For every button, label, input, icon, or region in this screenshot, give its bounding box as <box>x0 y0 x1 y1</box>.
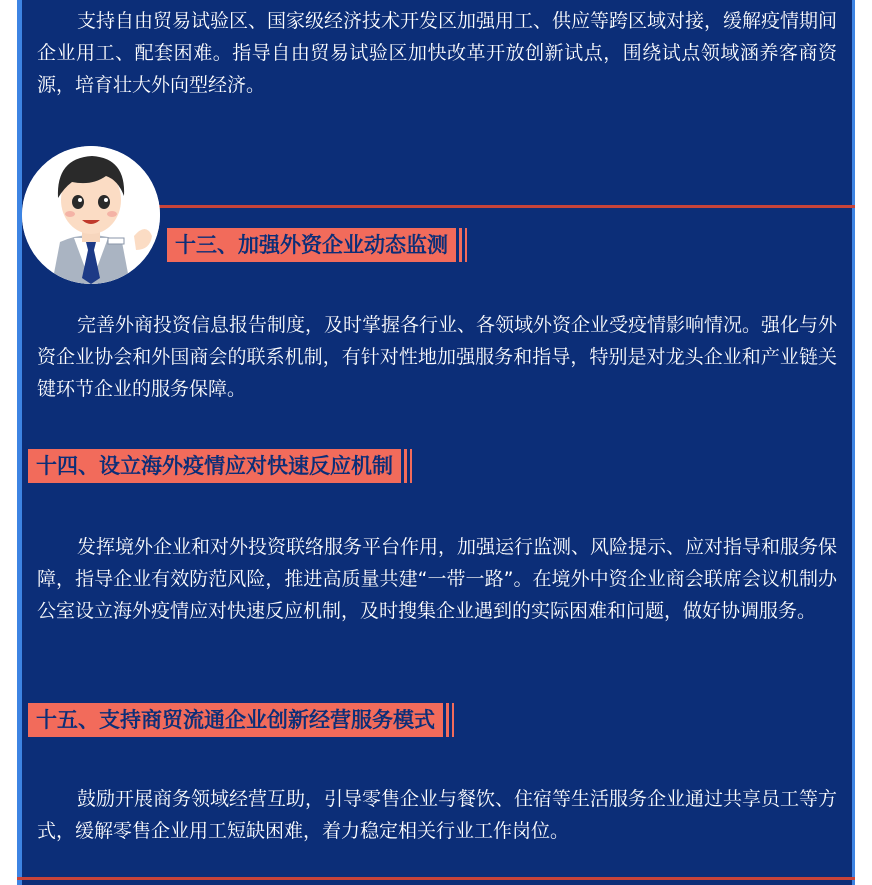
bottom-divider <box>17 877 855 880</box>
panel-right-border <box>852 0 855 885</box>
paragraph-14: 发挥境外企业和对外投资联络服务平台作用，加强运行监测、风险提示、应对指导和服务保障，指导企业有效防范风险，推进高质量共建“一带一路”。在境外中资企业商会联席会议机制办公室设立海外疫情应对快速反应机制，及时搜集企业遇到的实际困难和问题，做好协调服务。 <box>37 536 838 622</box>
paragraph-15: 鼓励开展商务领域经营互助，引导零售企业与餐饮、住宿等生活服务企业通过共享员工等方式，缓解零售企业用工短缺困难，着力稳定相关行业工作岗位。 <box>37 788 838 842</box>
heading-14 <box>28 449 412 483</box>
paragraph-12: 支持自由贸易试验区、国家级经济技术开发区加强用工、供应等跨区域对接，缓解疫情期间企业用工、配套困难。指导自由贸易试验区加快改革开放创新试点，围绕试点领域涵养客商资源，培育壮大外向型经济。 <box>37 10 838 96</box>
heading-14-accent-bar-thin <box>410 449 412 483</box>
heading-15-accent-bar-thin <box>452 703 454 737</box>
mascot-avatar <box>22 146 160 284</box>
heading-15 <box>28 703 454 737</box>
heading-14-label: 十四、设立海外疫情应对快速反应机制 <box>28 449 401 483</box>
section-divider <box>150 205 855 208</box>
content-panel <box>17 0 855 885</box>
heading-13-label: 十三、加强外资企业动态监测 <box>167 228 456 262</box>
heading-15-accent-bar <box>446 703 449 737</box>
mascot-icon <box>22 146 160 284</box>
paragraph-13: 完善外商投资信息报告制度，及时掌握各行业、各领域外资企业受疫情影响情况。强化与外资企业协会和外国商会的联系机制，有针对性地加强服务和指导，特别是对龙头企业和产业链关键环节企业的服务保障。 <box>37 314 838 400</box>
heading-13 <box>167 228 467 262</box>
heading-15-label: 十五、支持商贸流通企业创新经营服务模式 <box>28 703 443 737</box>
heading-13-accent-bar <box>459 228 462 262</box>
heading-14-accent-bar <box>404 449 407 483</box>
heading-13-accent-bar-thin <box>465 228 467 262</box>
panel-left-border <box>17 0 22 885</box>
